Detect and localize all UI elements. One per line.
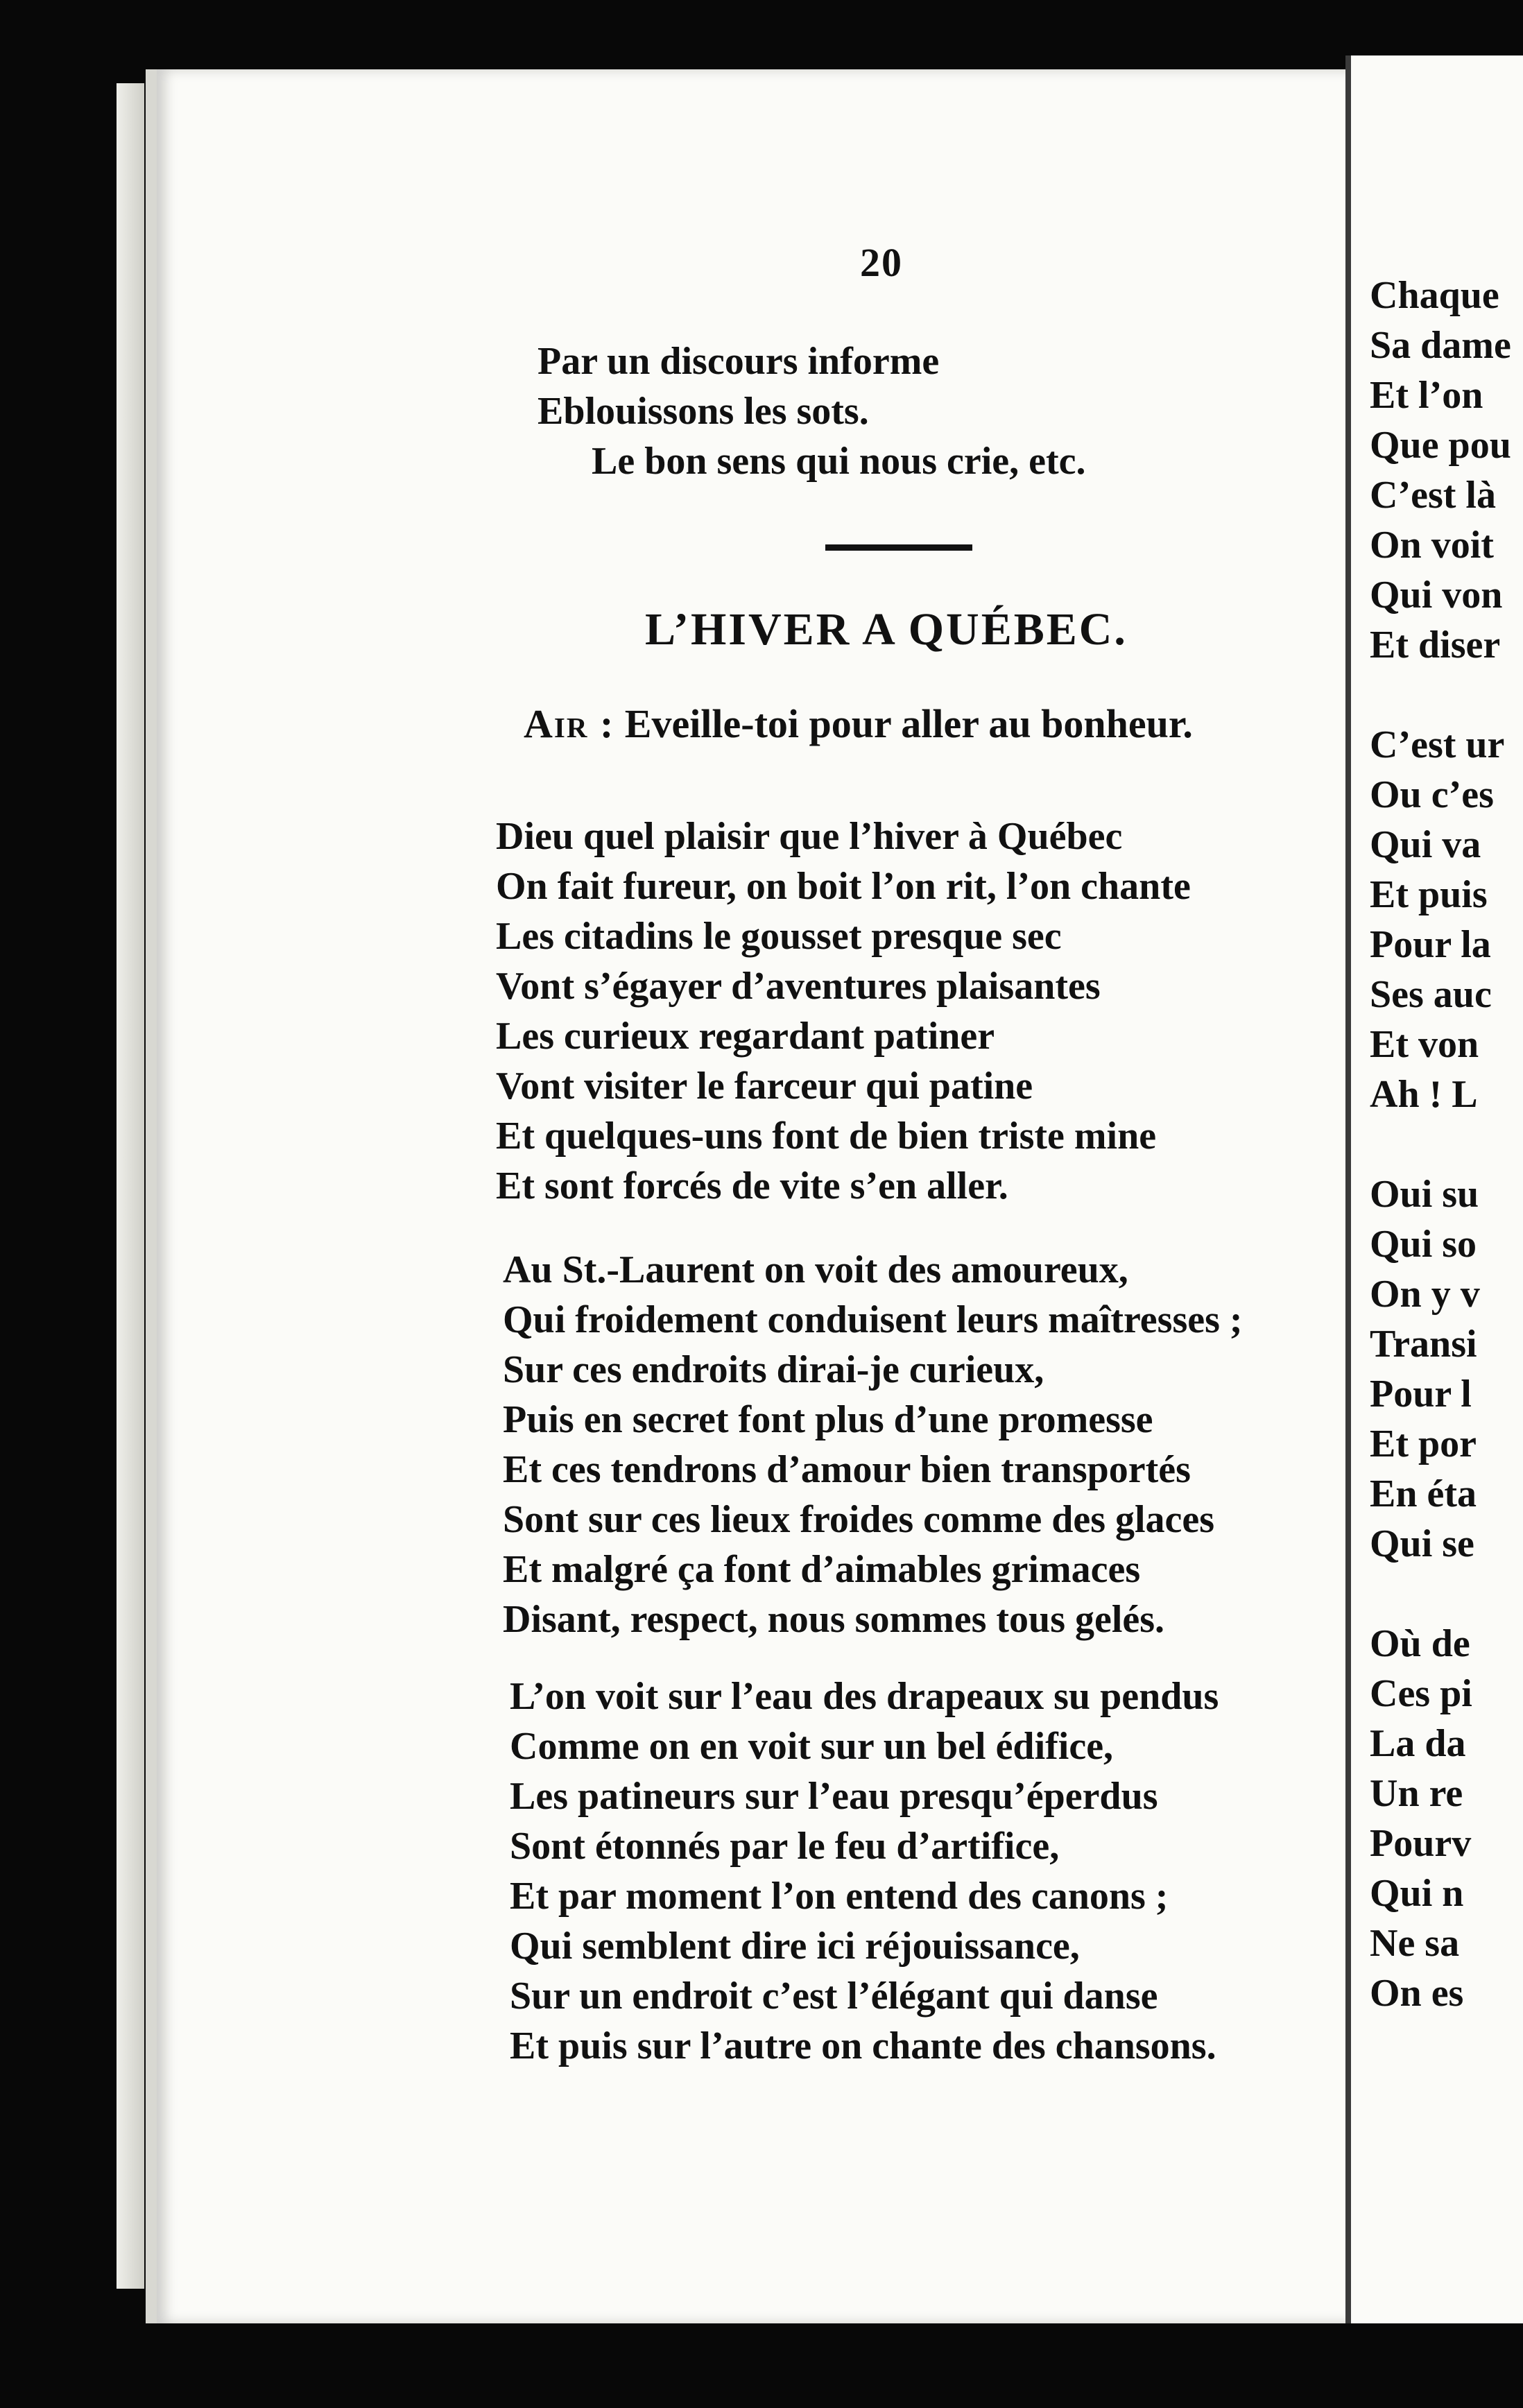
air-label: Air : <box>524 701 615 746</box>
verse-line: L’on voit sur l’eau des drapeaux su pendus <box>510 1675 1219 1718</box>
fragment-line: Ses auc <box>1370 973 1492 1016</box>
verse-line: Les curieux regardant patiner <box>496 1015 995 1058</box>
fragment-line: Transi <box>1370 1323 1477 1366</box>
verse-line: Et ces tendrons d’amour bien transportés <box>503 1448 1191 1491</box>
fragment-line: Sa dame <box>1370 324 1511 367</box>
fragment-line: Un re <box>1370 1772 1463 1815</box>
fragment-line: On es <box>1370 1972 1464 2015</box>
fragment-line: Oui su <box>1370 1173 1479 1216</box>
fragment-line: On voit <box>1370 524 1494 567</box>
fragment-line: En éta <box>1370 1472 1477 1515</box>
fragment-line: Qui se <box>1370 1522 1474 1565</box>
fragment-line: Ces pi <box>1370 1672 1472 1715</box>
fragment-line: Ou c’es <box>1370 773 1494 816</box>
fragment-line: Et por <box>1370 1422 1477 1465</box>
fragment-line: Chaque <box>1370 274 1499 317</box>
song-title: L’HIVER A QUÉBEC. <box>645 604 1128 655</box>
fragment-line: C’est là <box>1370 474 1496 517</box>
stanza-gap <box>1370 1119 1511 1169</box>
fragment-line: Et l’on <box>1370 374 1483 417</box>
verse-line: On fait fureur, on boit l’on rit, l’on chante <box>496 865 1191 908</box>
fragment-line: Qui n <box>1370 1872 1464 1915</box>
verse-line: Le bon sens qui nous crie, etc. <box>592 440 1086 483</box>
stanza-3 <box>510 1671 1219 2071</box>
fragment-line: Que pou <box>1370 424 1511 467</box>
verse-line: Vont visiter le farceur qui patine <box>496 1065 1033 1108</box>
right-page-fragments <box>1370 270 1511 2018</box>
fragment-line: La da <box>1370 1722 1466 1765</box>
page-edge <box>117 83 144 2289</box>
fragment-line: Et puis <box>1370 873 1488 916</box>
verse-line: Sont sur ces lieux froides comme des glaces <box>503 1498 1215 1541</box>
verse-line: Et quelques-uns font de bien triste mine <box>496 1115 1157 1158</box>
verse-line: Sont étonnés par le feu d’artifice, <box>510 1825 1060 1868</box>
fragment-line: Qui va <box>1370 823 1481 866</box>
page-number: 20 <box>860 240 903 285</box>
section-divider <box>825 544 972 551</box>
verse-line: Et puis sur l’autre on chante des chansons. <box>510 2024 1216 2067</box>
verse-line: Au St.-Laurent on voit des amoureux, <box>503 1248 1128 1291</box>
verse-line: Les patineurs sur l’eau presqu’éperdus <box>510 1775 1158 1818</box>
fragment-line: On y v <box>1370 1273 1480 1316</box>
verse-line: Les citadins le gousset presque sec <box>496 915 1062 958</box>
fragment-line: Pour l <box>1370 1373 1472 1416</box>
verse-line: Dieu quel plaisir que l’hiver à Québec <box>496 815 1123 858</box>
verse-line: Qui semblent dire ici réjouissance, <box>510 1925 1080 1968</box>
fragment-line: Qui von <box>1370 574 1503 617</box>
verse-line: Qui froidement conduisent leurs maîtresses ; <box>503 1298 1243 1341</box>
verse-line: Sur ces endroits dirai-je curieux, <box>503 1348 1044 1391</box>
verse-line: Et malgré ça font d’aimables grimaces <box>503 1548 1141 1591</box>
fragment-line: Pour la <box>1370 923 1491 966</box>
verse-line: Sur un endroit c’est l’élégant qui danse <box>510 1975 1158 2018</box>
stanza-1 <box>496 811 1191 1211</box>
air-text: Eveille-toi pour aller au bonheur. <box>624 701 1193 746</box>
fragment-line: Et von <box>1370 1023 1479 1066</box>
verse-line: Comme on en voit sur un bel édifice, <box>510 1725 1114 1768</box>
verse-line: Par un discours informe <box>537 340 940 383</box>
intro-verse <box>537 336 1086 486</box>
stanza-2 <box>503 1245 1243 1644</box>
fragment-line: Et diser <box>1370 624 1501 666</box>
verse-line: Et sont forcés de vite s’en aller. <box>496 1164 1008 1207</box>
fragment-line: Qui so <box>1370 1223 1477 1266</box>
fragment-line: Où de <box>1370 1622 1470 1665</box>
air-line <box>524 700 1193 747</box>
fragment-line: C’est ur <box>1370 723 1505 766</box>
stanza-gap <box>1370 1569 1511 1619</box>
fragment-line: Ah ! L <box>1370 1073 1478 1116</box>
stanza-gap <box>1370 670 1511 720</box>
verse-line: Vont s’égayer d’aventures plaisantes <box>496 965 1101 1008</box>
verse-line: Et par moment l’on entend des canons ; <box>510 1875 1169 1918</box>
fragment-line: Ne sa <box>1370 1922 1460 1965</box>
fragment-line: Pourv <box>1370 1822 1472 1865</box>
verse-line: Disant, respect, nous sommes tous gelés. <box>503 1598 1165 1641</box>
verse-line: Puis en secret font plus d’une promesse <box>503 1398 1153 1441</box>
verse-line: Eblouissons les sots. <box>537 390 869 433</box>
